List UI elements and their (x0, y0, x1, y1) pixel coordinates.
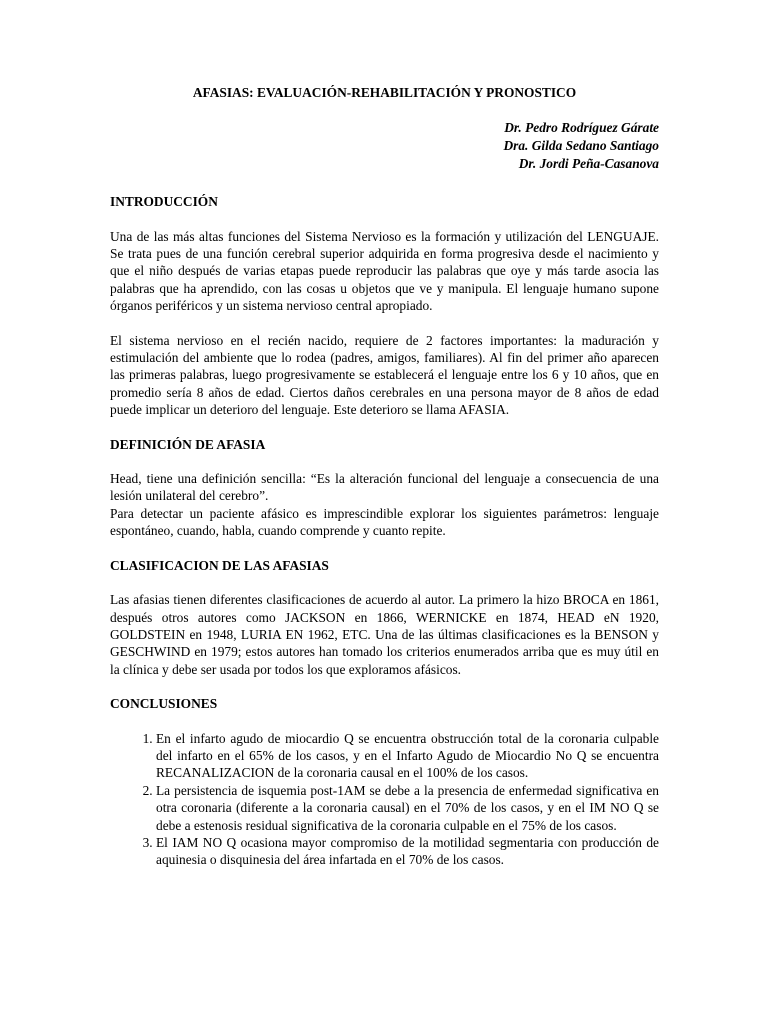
paragraph: Las afasias tienen diferentes clasificaciones de acuerdo al autor. La primero la hizo BROCA en 1861, después otros autores como JACKSON en 1866, WERNICKE en 1874, HEAD eN 1920, GOLDSTEIN en 1948, LURIA EN 1962, ETC. Una de las últimas clasificaciones es la BENSON y GESCHWIND en 1979; estos autores han tomado los criterios enumerados arriba que es muy útil en la clínica y debe ser usada por todos los que exploramos afásicos. (110, 592, 659, 677)
list-item: 2. La persistencia de isquemia post-1AM se debe a la presencia de enfermedad significativa en otra coronaria (diferente a la coronaria causal) en el 70% de los casos, y en el IM NO Q se debe a estenosis residual significativa de la coronaria culpable en el 75% de los casos. (156, 782, 659, 834)
paragraph: El sistema nervioso en el recién nacido, requiere de 2 factores importantes: la maduración y estimulación del ambiente que lo rodea (padres, amigos, familiares). Al fin del primer año aparecen las primeras palabras, luego progresivamente se establecerá el lenguaje entre los 6 y 10 años, que en promedio sería 8 años de edad. Ciertos daños cerebrales en una persona mayor de 8 años de edad puede implicar un deterioro del lenguaje. Este deterioro se llama AFASIA. (110, 332, 659, 418)
author-name: Dr. Jordi Peña-Casanova (518, 155, 659, 171)
paragraph: Head, tiene una definición sencilla: “Es la alteración funcional del lenguaje a consecuencia de una lesión unilateral del cerebro”. (110, 471, 659, 504)
list-item: 3. El IAM NO Q ocasiona mayor compromiso de la motilidad segmentaria con producción de aquinesia o disquinesia del área infartada en el 70% de los casos. (156, 834, 659, 869)
paragraph: Una de las más altas funciones del Sistema Nervioso es la formación y utilización del LENGUAJE. Se trata pues de una función cerebral superior adquirida en forma progresiva desde el nacimiento y que el niño después de varias etapas puede reproducir las palabras que oye y más tarde asocia las palabras que ha aprendido, con las cosas u objetos que ve y manipula. El lenguaje humano supone órganos periféricos y un sistema nervioso central apropiado. (110, 228, 659, 314)
document-title: AFASIAS: EVALUACIÓN-REHABILITACIÓN Y PRONOSTICO (192, 85, 577, 100)
section-heading-conclusiones: CONCLUSIONES (110, 696, 218, 712)
author-list (110, 119, 659, 172)
paragraph: Para detectar un paciente afásico es imprescindible explorar los siguientes parámetros: lenguaje espontáneo, cuando, habla, cuando comprende y cuanto repite. (110, 505, 659, 539)
section-heading-introduccion: INTRODUCCIÓN (110, 194, 218, 210)
section-heading-definicion: DEFINICIÓN DE AFASIA (110, 436, 266, 452)
list-item: 1. En el infarto agudo de miocardio Q se encuentra obstrucción total de la coronaria culpable del infarto en el 65% de los casos, y en el Infarto Agudo de Miocardio No Q se encuentra RECANALIZACION de la coronaria causal en el 100% de los casos. (156, 730, 659, 782)
author-name: Dra. Gilda Sedano Santiago (503, 138, 659, 153)
author-name: Dr. Pedro Rodríguez Gárate (504, 120, 659, 136)
section-heading-clasificacion: CLASIFICACION DE LAS AFASIAS (110, 557, 329, 573)
conclusions-list (110, 730, 659, 869)
